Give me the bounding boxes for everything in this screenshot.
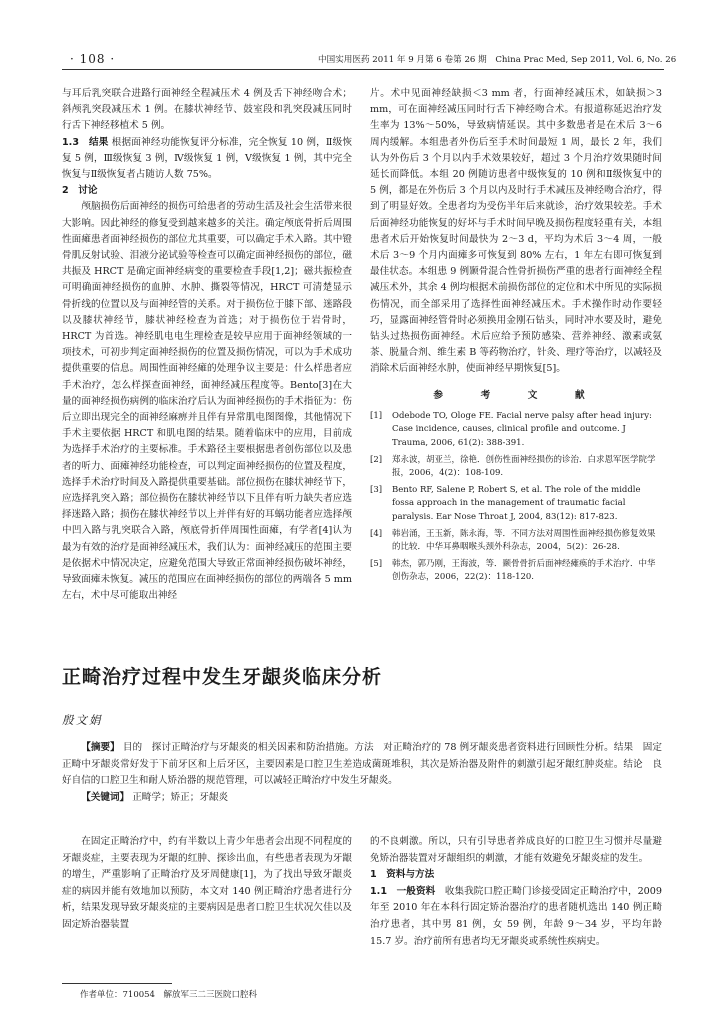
left-column bbox=[62, 86, 352, 605]
article-right-column bbox=[370, 834, 662, 950]
section-heading: 2 讨论 bbox=[62, 185, 98, 197]
reference-number: [5] bbox=[370, 558, 383, 569]
article-title: 正畸治疗过程中发生牙龈炎临床分析 bbox=[62, 666, 383, 688]
subsection bbox=[370, 884, 662, 950]
abstract bbox=[62, 740, 662, 806]
section-heading: 1.3 结果 bbox=[62, 136, 109, 148]
reference-number: [3] bbox=[370, 484, 383, 495]
paragraph: 与耳后乳突联合进路行面神经全程减压术 4 例及舌下神经吻合术；斜颅乳突段减压术 1 例。在膝状神经节、鼓室段和乳突段减压同时行舌下神经移植术 5 例。 bbox=[62, 88, 352, 132]
reference-item bbox=[370, 454, 662, 481]
reference-text: Odebode TO, Ologe FE. Facial nerve palsy after head injury: Case incidence, causes, clinical profile and outcome. J Trauma, 2006, 61(2): 388-391. bbox=[392, 410, 652, 449]
right-column bbox=[370, 86, 662, 588]
reference-number: [1] bbox=[370, 410, 383, 421]
keywords-text: 正畸学；矫正；牙龈炎 bbox=[129, 791, 229, 803]
reference-item bbox=[370, 484, 662, 525]
reference-list bbox=[370, 410, 662, 585]
paragraph: 颅脑损伤后面神经的损伤可给患者的劳动生活及社会生活带来很大影响。因此神经的修复受到越来越多的关注。确定颅底骨折后周围性面瘫患者面神经损伤的部位尤其重要，可以确定手术入路。其中镫骨肌反射试验、泪液分泌试验等检查可以确定面神经损伤的部位，磁共振及 HRCT 是确定面神经病变的重要检查手段[1,2]；磁共振检查可明确面神经损伤的血肿、水肿、撕裂等情况，HRCT 可清楚显示骨折线的位置以及与面神经管的关系。对于损伤位于膝下部、迷路段以及膝状神经节，膝状神经检查为首选；对于损伤位于岩骨时，HRCT 为首选。神经肌电电生理检查是较早应用于面神经领域的一项技术，可初步判定面神经损伤的位置及损伤情况，可以为手术成功提供重要的信息。周围性面神经瘫的处理争议主要是：什么样患者应手术治疗，怎么样探查面神经，面神经减压程度等。Bento[3]在大量的面神经损伤病例的临床治疗后认为面神经损伤的手术指征为：伤后立即出现完全的面神经麻痹并且伴有异常肌电图图像，其他情况下手术主要依据 HRCT 和肌电图的结果。随着临床中的应用，目前成为选择手术治疗的主要标准。手术路径主要根据患者创伤部位以及患者的听力、面瘫神经功能检查，可以判定面神经损伤的位置及程度，选择手术治疗时间及入路提供重要基础。部位损伤在膝状神经节下，应选择乳突入路；部位损伤在膝状神经节以下且伴有听力缺失者应选择迷路入路；损伤在膝状神经节以上并伴有好的耳蜗功能者应选择颅中凹入路与乳突联合入路，颅底骨折伴周围性面瘫，有学者[4]认为最为有效的治疗是面神经减压术，我们认为：面神经减压的范围主要是依据术中情况决定，应避免范围大导致正常面神经损伤破坏神经，导致面瘫未恢复。减压的范围应在面神经损伤的部位的两端各 5 mm 左右，术中尽可能取出神经 bbox=[62, 201, 352, 602]
footnote-affiliation: 作者单位：710054 解放军三二三医院口腔科 bbox=[80, 990, 257, 1000]
paragraph: 的不良刺激。所以，只有引导患者养成良好的口腔卫生习惯并尽量避免矫治器装置对牙龈组织的刺激，才能有效避免牙龈炎症的发生。 bbox=[370, 836, 662, 864]
references-heading: 参 考 文 献 bbox=[433, 389, 599, 401]
reference-text: 韩杰，郭乃刚，王海波，等．颞骨骨折后面神经瘫痪的手术治疗．中华创伤杂志，2006，22(2)：118-120. bbox=[392, 558, 656, 583]
section-heading: 1 资料与方法 bbox=[370, 869, 435, 881]
article-left-column bbox=[62, 834, 352, 934]
reference-number: [2] bbox=[370, 454, 383, 465]
result-section bbox=[62, 135, 352, 184]
page-number: · 108 · bbox=[70, 52, 116, 66]
subsection-heading: 1.1 一般资料 bbox=[370, 885, 436, 897]
abstract-label: 【摘要】 bbox=[81, 742, 120, 753]
reference-number: [4] bbox=[370, 528, 383, 539]
paragraph: 根据面神经功能恢复评分标准，完全恢复 10 例，Ⅱ级恢复 5 例，Ⅲ级恢复 3 例，Ⅳ级恢复 1 例，Ⅴ级恢复 1 例，其中完全恢复与Ⅱ级恢复者占随访人数 75%。 bbox=[62, 136, 352, 181]
reference-item bbox=[370, 558, 662, 585]
abstract-text: 目的 探讨正畸治疗与牙龈炎的相关因素和防治措施。方法 对正畸治疗的 78 例牙龈炎患者资料进行回顾性分析。结果 固定正畸中牙龈炎常好发于下前牙区和上后牙区，主要因素是口腔卫生差造成菌斑堆积，其次是矫治器及附件的刺激引起牙龈红肿炎症。结论 良好自信的口腔卫生和耐人矫治器的规范管理，可以减轻正畸治疗中发生牙龈炎。 bbox=[62, 742, 662, 787]
keywords-label: 【关键词】 bbox=[81, 791, 130, 803]
reference-item bbox=[370, 410, 662, 451]
abstract-paragraph bbox=[62, 740, 662, 790]
paragraph: 在固定正畸治疗中，约有半数以上青少年患者会出现不同程度的牙龈炎症，主要表现为牙龈的红肿、探诊出血，有些患者表现为牙龈的增生，严重影响了正畸治疗及牙周健康[1]，为了找出导致牙龈炎症的病因并能有效地加以预防，本文对 140 例正畸治疗患者进行分析，结果发现导致牙龈炎症的主要病因是患者口腔卫生状况欠佳以及固定矫治器装置 bbox=[62, 836, 352, 930]
reference-text: 郑永波，胡亚兰，徐艳．创伤性面神经损伤的诊治．白求恩军医学院学报，2006，4(2)：108-109. bbox=[392, 454, 656, 479]
paragraph: 片。术中见面神经缺损＜3 mm 者，行面神经减压术，如缺损＞3 mm，可在面神经减压同时行舌下神经吻合术。有报道称延迟治疗发生率为 13%～50%，导致病情延误。其中多数患者是在术后 3～6 周内缓解。本组患者外伤后至手术时间最短 1 周，最长 2 年，我们认为外伤后 3 个月以内手术效果较好，超过 3 个月治疗效果随时间延长而降低。本组 20 例随访患者中级恢复的 10 例和Ⅱ级恢复中的 5 例，都是在外伤后 3 个月以内及时行手术减压及神经吻合治疗，得到了明显好效。全患者均为受伤半年后来就诊，治疗效果较差。手术后面神经功能恢复的好坏与手术时间早晚及损伤程度轻重有关，本组患者术后开始恢复时间最快为 2～3 d，平均为术后 3～4 周，一般术后 3～9 个月内面瘫多可恢复到 80% 左右，1 年左右即可恢复到最佳状态。本组患 9 例颞骨混合性骨折损伤严重的患者行面神经全程减压术外，其余 4 例均根据术前损伤部位的定位和术中所见的实际损伤情况，而全部采用了选择性面神经减压术。手术操作时动作要轻巧，显露面神经管骨时必须换用金刚石钻头，同时冲水要及时，避免钻头过热损伤面神经。术后应给予预防感染、营养神经、激素或氨茶、脱量合剂、维生素 B 等药物治疗，针灸、理疗等治疗，以减轻及消除术后面神经水肿，使面神经早期恢复[5]。 bbox=[370, 88, 662, 375]
footnote-rule bbox=[62, 983, 172, 984]
article-author: 殷文娟 bbox=[62, 713, 103, 727]
reference-item bbox=[370, 528, 662, 555]
keywords-paragraph bbox=[62, 790, 662, 807]
header-rule bbox=[62, 69, 664, 70]
reference-text: Bento RF, Salene P, Robert S, et al. The role of the middle fossa approach in the management of traumatic facial paralysis. Ear Nose Throat J, 2004, 83(12): 817-823. bbox=[392, 484, 641, 523]
reference-text: 韩岩涌，王玉新，陈永海，等．不同方法对周围性面神经损伤修复效果的比较．中华耳鼻咽喉头颈外科杂志，2004，5(2)：26-28. bbox=[392, 528, 656, 553]
paragraph: 收集我院口腔正畸门诊接受固定正畸治疗中，2009 年至 2010 年在本科行固定矫治器治疗的患者随机选出 140 例正畸治疗患者，其中男 81 例，女 59 例，年龄 9～34 岁，平均年龄 15.7 岁。治疗前所有患者均无牙龈炎或系统性疾病史。 bbox=[370, 885, 662, 947]
running-header: 中国实用医药 2011 年 9 月第 6 卷第 26 期 China Prac Med, Sep 2011, Vol. 6, No. 26 bbox=[318, 55, 677, 65]
